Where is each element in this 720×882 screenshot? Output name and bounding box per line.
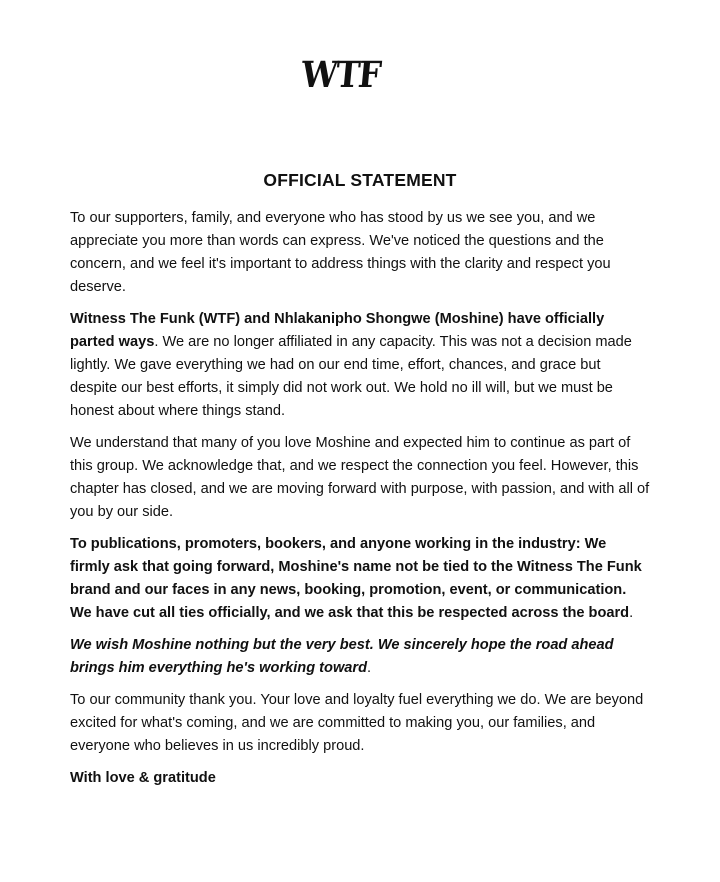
wish-rest: . bbox=[367, 660, 372, 676]
page-title: OFFICIAL STATEMENT bbox=[263, 170, 457, 190]
paragraph-understand: We understand that many of you love Moshine and expected him to continue as part of this group. We acknowledge that, and we respect the connection you feel. However, this chapter has closed, and we are moving forward with purpose, with passion, and with all of you by our side. bbox=[70, 435, 650, 520]
parted-ways-bold: Witness The Funk (WTF) and Nhlakanipho Shongwe (Moshine) have officially parted ways bbox=[70, 311, 605, 350]
paragraph-community: To our community thank you. Your love and loyalty fuel everything we do. We are beyond excited for what's coming, and we are committed to making you, our families, and everyone who believes in us incredibly proud. bbox=[70, 692, 644, 754]
wtf-logo bbox=[300, 55, 380, 95]
paragraph-industry bbox=[70, 533, 650, 625]
industry-bold: To publications, promoters, bookers, and anyone working in the industry: We firmly ask that going forward, Moshine's name not be tied to the Witness The Funk brand and our faces in any news, booking, promotion, event, or communication. We have cut all ties officially, and we ask that this be respected across the board bbox=[70, 536, 642, 621]
paragraph-parted-ways bbox=[70, 308, 650, 423]
wish-bold-italic: We wish Moshine nothing but the very best. We sincerely hope the road ahead brings him everything he's working toward bbox=[70, 637, 614, 676]
signoff: With love & gratitude bbox=[70, 770, 216, 786]
paragraph-intro: To our supporters, family, and everyone who has stood by us we see you, and we appreciate you more than words can express. We've noticed the questions and the concern, and we feel it's important to address things with the clarity and respect you deserve. bbox=[70, 210, 611, 295]
logo-text: WTF bbox=[298, 54, 382, 96]
paragraph-wish bbox=[70, 634, 650, 680]
statement-body bbox=[70, 207, 650, 799]
industry-rest: . bbox=[629, 605, 634, 621]
parted-ways-rest: . We are no longer affiliated in any capacity. This was not a decision made lightly. We gave everything we had on our end time, effort, chances, and grace but despite our best efforts, it simply did not work out. We hold no ill will, but we must be honest about where things stand. bbox=[70, 334, 632, 419]
